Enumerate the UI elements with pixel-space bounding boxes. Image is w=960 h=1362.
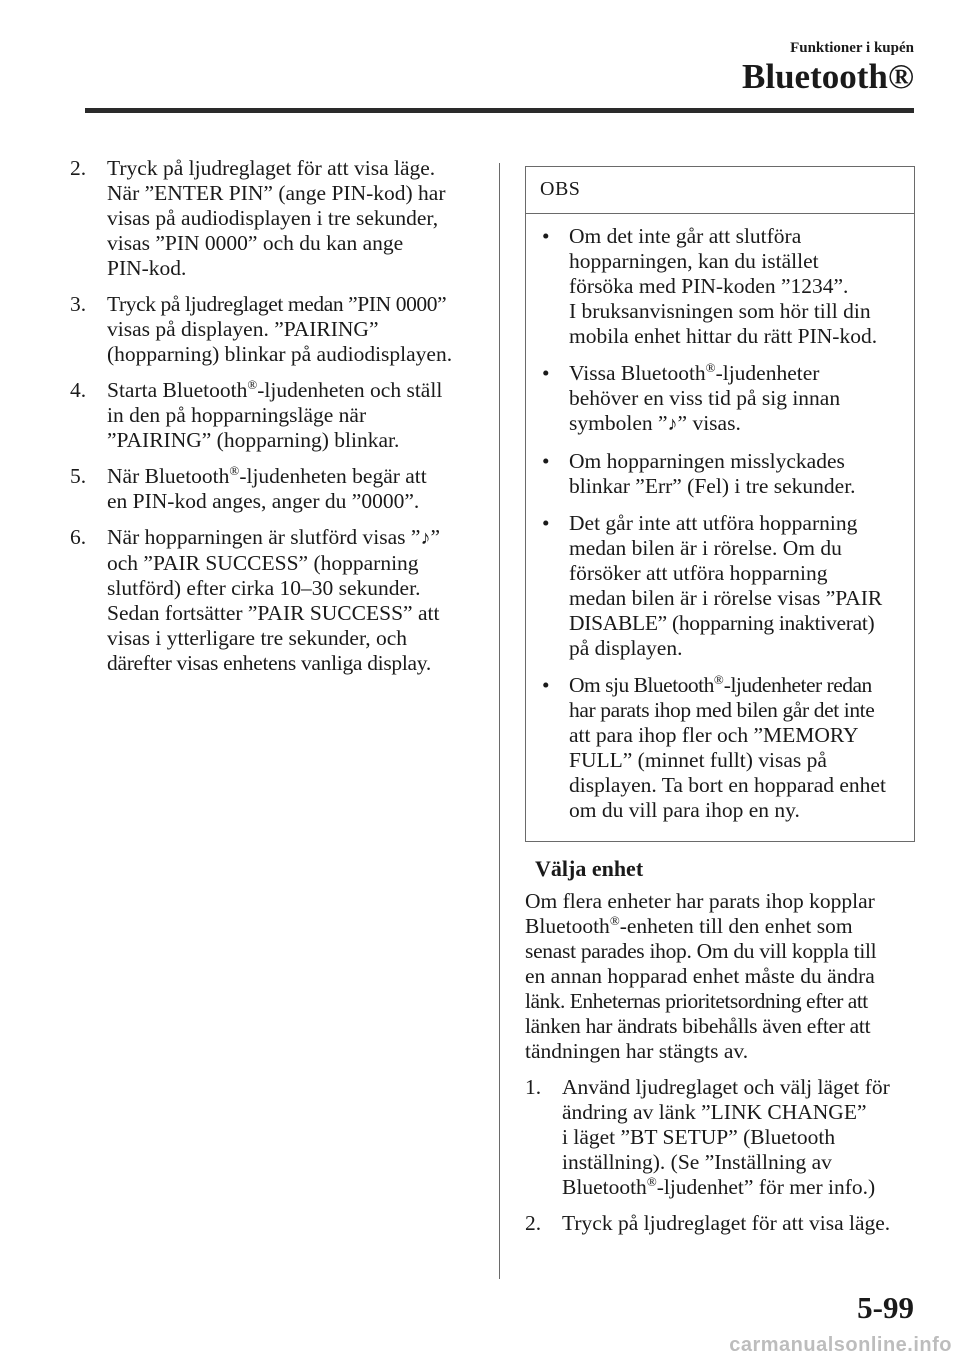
step-number: 2. (70, 156, 87, 180)
note-box (525, 166, 915, 842)
page-title: Bluetooth® (742, 57, 914, 96)
registered-mark: ® (705, 360, 716, 375)
registered-mark: ® (609, 913, 620, 928)
registered-mark: ® (229, 463, 240, 478)
step-item: 1. Använd ljudreglaget och välj läget för ändring av länk ”LINK CHANGE” i läget ”BT SETUP” (Bluetooth inställning). (Se ”Inställning av Bluetooth®-ljudenhet” för mer info.) (525, 1075, 890, 1199)
pairing-steps (70, 156, 470, 676)
bullet-dot: • (542, 361, 550, 385)
right-column (525, 166, 915, 1247)
step-number: 2. (525, 1211, 542, 1235)
step-item: 2. Tryck på ljudreglaget för att visa läge. När ”ENTER PIN” (ange PIN-kod) har visas på audiodisplayen i tre sekunder, visas ”PIN 0000” och du kan ange PIN-kod. (70, 156, 446, 280)
step-item: 6. När hopparningen är slutförd visas ”♪” och ”PAIR SUCCESS” (hopparning slutförd) efter cirka 10–30 sekunder. Sedan fortsätter ”PAIR SUCCESS” att visas i ytterligare tre sekunder, och därefter visas enhetens vanliga display. (70, 525, 440, 675)
section-label: Funktioner i kupén (790, 40, 914, 56)
note-bullet: • Om det inte går att slutföra hopparningen, kan du istället försöka med PIN-koden ”1234”. I bruksanvisningen som hör till din mobila enhet hittar du rätt PIN-kod. (542, 224, 878, 348)
header-rule (85, 108, 914, 113)
step-number: 6. (70, 525, 87, 549)
step-item: 2. Tryck på ljudreglaget för att visa läge. (525, 1211, 891, 1235)
column-divider (499, 163, 500, 1279)
note-bullet: • Om sju Bluetooth®-ljudenheter redan har parats ihop med bilen går det inte att para ihop fler och ”MEMORY FULL” (minnet fullt) visas på displayen. Ta bort en hopparad enhet om du vill para ihop en ny. (542, 672, 886, 822)
registered-mark: ® (646, 1174, 657, 1189)
note-title: OBS (526, 167, 914, 214)
music-note-icon: ♪ (420, 527, 431, 549)
note-bullet: • Om hopparningen misslyckades blinkar ”Err” (Fel) i tre sekunder. (542, 449, 856, 498)
step-item: 5. När Bluetooth®-ljudenheten begär att en PIN-kod anges, anger du ”0000”. (70, 463, 427, 513)
select-device-steps (525, 1075, 915, 1236)
step-number: 5. (70, 464, 87, 488)
registered-mark: ® (247, 377, 258, 392)
step-number: 1. (525, 1075, 542, 1099)
bullet-dot: • (542, 224, 550, 248)
step-number: 3. (70, 292, 87, 316)
bullet-dot: • (542, 673, 550, 697)
watermark: carmanualsonline.info (729, 1334, 952, 1356)
left-column (70, 156, 470, 687)
note-body (526, 214, 914, 841)
step-number: 4. (70, 378, 87, 402)
bullet-dot: • (542, 449, 550, 473)
body-paragraph: Om flera enheter har parats ihop kopplar Bluetooth®-enheten till den enhet som senast parades ihop. Om du vill koppla till en annan hopparad enhet måste du ändra länk. Enheternas prioritetsordning efter att länken har ändrats bibehålls även efter att tändningen har stängts av. (525, 889, 877, 1063)
registered-mark: ® (713, 672, 724, 687)
step-item: 4. Starta Bluetooth®-ljudenheten och ställ in den på hopparningsläge när ”PAIRING” (hopparning) blinkar. (70, 377, 443, 452)
note-bullet: • Vissa Bluetooth®-ljudenheter behöver en viss tid på sig innan symbolen ”♪” visas. (542, 360, 841, 435)
note-bullet: • Det går inte att utföra hopparning medan bilen är i rörelse. Om du försöker att utföra hopparning medan bilen är i rörelse visas ”PAIR DISABLE” (hopparning inaktiverat) på displayen. (542, 511, 883, 660)
bullet-dot: • (542, 511, 550, 535)
music-note-icon: ♪ (667, 413, 678, 435)
section-heading: Välja enhet (535, 856, 644, 881)
step-item: 3. Tryck på ljudreglaget medan ”PIN 0000” visas på displayen. ”PAIRING” (hopparning) blinkar på audiodisplayen. (70, 292, 453, 366)
page-number: 5-99 (857, 1290, 914, 1325)
